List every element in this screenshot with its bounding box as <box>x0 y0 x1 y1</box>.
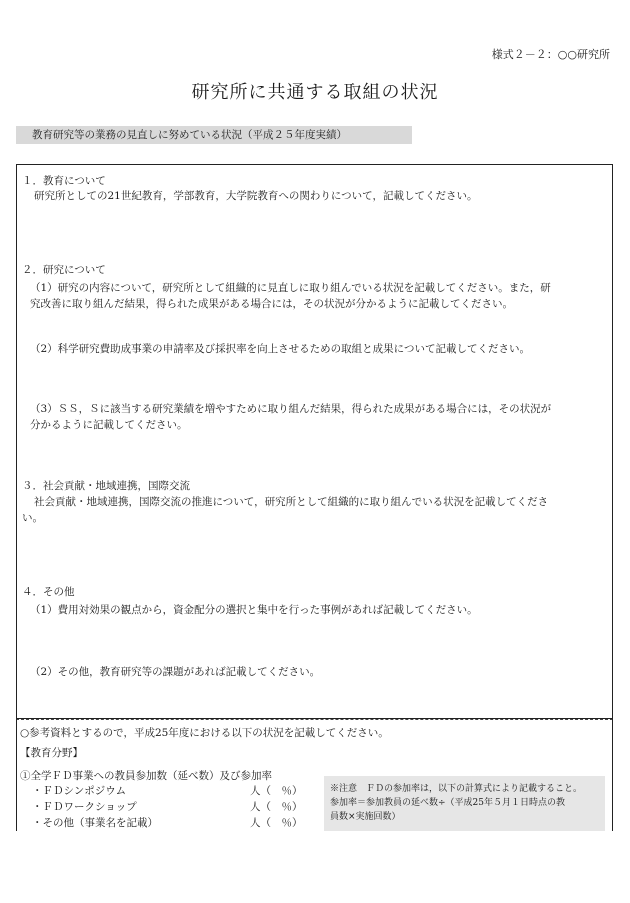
section-4-q2: （2）その他，教育研究等の課題があれば記載してください。 <box>30 666 321 678</box>
reference-left-border <box>16 719 17 831</box>
reference-row-unit[interactable]: 人（ ％） <box>250 817 303 829</box>
note-line: 員数×実施回数） <box>330 812 401 822</box>
section-2-q3-line2: 分かるように記載してください。 <box>30 419 188 431</box>
section-3-heading: ３．社会貢献・地域連携，国際交流 <box>22 480 190 492</box>
section-4-heading: ４．その他 <box>22 586 75 598</box>
form-id: 様式２－２：○○研究所 <box>491 48 610 61</box>
section-2-q3-line1: （3）ＳＳ，Ｓに該当する研究業績を増やすために取り組んだ結果，得られた成果がある場合には，その状況が <box>30 403 552 415</box>
note-line: 参加率＝参加教員の延べ数÷（平成25年５月１日時点の教 <box>330 798 565 808</box>
reference-row-label: ・その他（事業名を記載） <box>32 817 158 829</box>
subtitle-bar: 教育研究等の業務の見直しに努めている状況（平成２５年度実績） <box>16 126 412 144</box>
note-line: ※注意 ＦＤの参加率は，以下の計算式により記載すること。 <box>330 784 583 794</box>
section-4-q1: （1）費用対効果の観点から，資金配分の選択と集中を行った事例があれば記載してください。 <box>30 604 478 616</box>
section-3-body-line2: い。 <box>22 512 43 524</box>
note-box <box>324 776 605 831</box>
reference-category: 【教育分野】 <box>20 747 83 759</box>
reference-row-label: ・ＦＤワークショップ <box>32 801 137 813</box>
section-2-q1-line1: （1）研究の内容について，研究所として組織的に見直しに取り組んでいる状況を記載してください。また，研 <box>30 282 551 294</box>
reference-row-unit[interactable]: 人（ ％） <box>250 785 303 797</box>
reference-item-heading: ①全学ＦＤ事業への教員参加数（延べ数）及び参加率 <box>20 770 272 782</box>
reference-intro: ○参考資料とするので，平成25年度における以下の状況を記載してください。 <box>20 727 389 739</box>
section-1-body: 研究所としての21世紀教育，学部教育，大学院教育への関わりについて，記載してください。 <box>34 190 478 202</box>
section-1-heading: １．教育について <box>22 175 106 187</box>
section-3-body-line1: 社会貢献・地域連携，国際交流の推進について，研究所として組織的に取り組んでいる状況を記載してくださ <box>34 496 549 508</box>
section-2-q1-line2: 究改善に取り組んだ結果，得られた成果がある場合には，その状況が分かるように記載してください。 <box>30 298 513 310</box>
reference-row-label: ・ＦＤシンポジウム <box>32 785 127 797</box>
section-2-heading: ２．研究について <box>22 264 106 276</box>
reference-right-border <box>612 719 613 831</box>
answer-box <box>16 164 613 719</box>
section-2-q2: （2）科学研究費助成事業の申請率及び採択率を向上させるための取組と成果について記載してください。 <box>30 343 530 355</box>
reference-divider <box>16 719 613 720</box>
reference-row-unit[interactable]: 人（ ％） <box>250 801 303 813</box>
page-title: 研究所に共通する取組の状況 <box>191 82 439 103</box>
